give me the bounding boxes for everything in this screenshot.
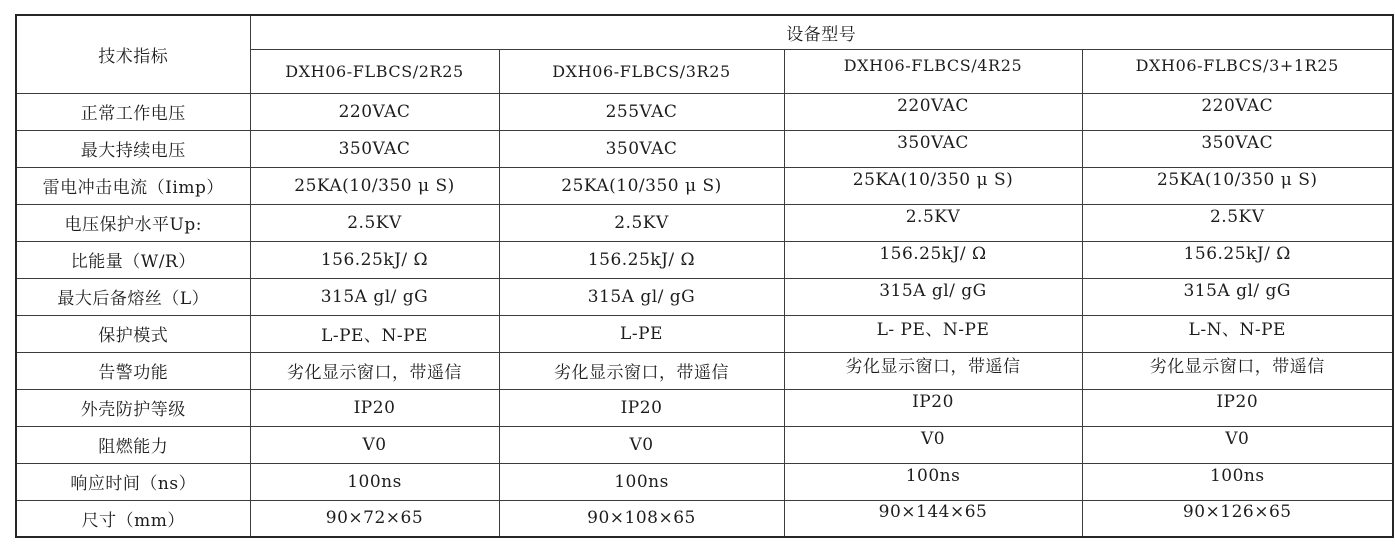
table-row [16, 389, 1393, 426]
cell-value-text: 220VAC [897, 95, 969, 116]
cell-value-text: 350VAC [1201, 132, 1274, 153]
table-row [16, 426, 1393, 463]
cell-value-text: 350VAC [897, 132, 969, 153]
cell-value-text: 90×126×65 [1182, 502, 1292, 523]
model-header-label: DXH06-FLBCS/4R25 [843, 55, 1023, 75]
cell-value [784, 463, 1082, 500]
cell-value [784, 315, 1082, 352]
row-label: 最大后备熔丝（L） [16, 278, 250, 315]
cell-value-text: 315A gl/ gG [879, 280, 987, 301]
cell-value-text: 220VAC [338, 101, 411, 122]
cell-value [1082, 426, 1393, 463]
cell-value-text: 100ns [1209, 465, 1265, 486]
cell-value [250, 204, 499, 241]
table-row [16, 500, 1393, 537]
cell-value [784, 389, 1082, 426]
cell-value-text: 25KA(10/350 μ S) [294, 175, 455, 196]
cell-value [499, 278, 784, 315]
cell-value [499, 463, 784, 500]
cell-value-text: 劣化显示窗口，带遥信 [845, 357, 1021, 377]
cell-value [1082, 278, 1393, 315]
cell-value [784, 426, 1082, 463]
cell-value [499, 130, 784, 167]
cell-value-text: 100ns [347, 471, 402, 492]
cell-value-text: 156.25kJ/ Ω [1183, 243, 1291, 264]
cell-value-text: 156.25kJ/ Ω [879, 243, 987, 264]
cell-value [1082, 352, 1393, 389]
cell-value-text: V0 [629, 434, 654, 455]
cell-value [499, 167, 784, 204]
cell-value-text: 25KA(10/350 μ S) [852, 169, 1014, 190]
table-row [16, 463, 1393, 500]
spec-table-body [16, 93, 1393, 537]
cell-value [1082, 389, 1393, 426]
cell-value-text: 90×72×65 [325, 508, 424, 529]
row-label: 电压保护水平Up: [16, 204, 250, 241]
cell-value [250, 241, 499, 278]
cell-value-text: IP20 [353, 397, 396, 418]
cell-value-text: 2.5KV [1209, 206, 1265, 227]
cell-value [250, 463, 499, 500]
table-row [16, 315, 1393, 352]
cell-value [784, 241, 1082, 278]
row-label: 尺寸（mm） [16, 500, 250, 537]
cell-value [1082, 167, 1393, 204]
cell-value [499, 241, 784, 278]
cell-value [499, 426, 784, 463]
row-label: 保护模式 [16, 315, 250, 352]
table-row [16, 130, 1393, 167]
row-label: 告警功能 [16, 352, 250, 389]
cell-value-text: L-PE [620, 323, 663, 344]
cell-value-text: 2.5KV [905, 206, 961, 227]
cell-value-text: 劣化显示窗口，带遥信 [554, 363, 729, 383]
cell-value [499, 93, 784, 130]
cell-value [250, 130, 499, 167]
cell-value [499, 352, 784, 389]
cell-value-text: 350VAC [605, 138, 678, 159]
cell-value [250, 278, 499, 315]
device-spec-table [15, 14, 1394, 538]
model-header-label: DXH06-FLBCS/3R25 [552, 61, 731, 81]
model-header [1082, 49, 1393, 93]
cell-value-text: 2.5KV [614, 212, 669, 233]
cell-value-text: IP20 [620, 397, 663, 418]
cell-value [250, 315, 499, 352]
cell-value [499, 204, 784, 241]
cell-value-text: V0 [362, 434, 387, 455]
cell-value-text: 255VAC [605, 101, 678, 122]
cell-value [784, 130, 1082, 167]
model-header-label: DXH06-FLBCS/3+1R25 [1135, 55, 1339, 75]
cell-value-text: 90×108×65 [587, 508, 696, 529]
cell-value-text: 劣化显示窗口，带遥信 [287, 363, 462, 383]
cell-value-text: 2.5KV [347, 212, 402, 233]
cell-value-text: 350VAC [338, 138, 411, 159]
cell-value-text: 315A gl/ gG [1183, 280, 1292, 301]
cell-value [784, 278, 1082, 315]
cell-value [250, 389, 499, 426]
model-header [499, 49, 784, 93]
table-row [16, 204, 1393, 241]
row-label: 雷电冲击电流（Iimp） [16, 167, 250, 204]
cell-value [784, 500, 1082, 537]
cell-value [784, 167, 1082, 204]
cell-value-text: IP20 [912, 391, 954, 412]
row-label: 比能量（W/R） [16, 241, 250, 278]
cell-value-text: 156.25kJ/ Ω [587, 249, 696, 270]
cell-value [784, 204, 1082, 241]
cell-value-text: 25KA(10/350 μ S) [561, 175, 722, 196]
cell-value [250, 426, 499, 463]
corner-header-tech-specs: 技术指标 [16, 15, 250, 93]
cell-value [784, 93, 1082, 130]
row-label: 外壳防护等级 [16, 389, 250, 426]
cell-value-text: 90×144×65 [878, 502, 988, 523]
cell-value-text: L-PE、N-PE [321, 326, 428, 346]
model-header [784, 49, 1082, 93]
cell-value [499, 315, 784, 352]
cell-value [1082, 463, 1393, 500]
cell-value [1082, 93, 1393, 130]
cell-value [1082, 315, 1393, 352]
cell-value [250, 352, 499, 389]
cell-value-text: 315A gl/ gG [320, 286, 429, 307]
cell-value-text: 156.25kJ/ Ω [320, 249, 429, 270]
group-header-device-model: 设备型号 [250, 15, 1393, 49]
cell-value-text: 25KA(10/350 μ S) [1157, 169, 1318, 190]
table-row [16, 278, 1393, 315]
table-row [16, 167, 1393, 204]
cell-value-text: V0 [920, 428, 946, 449]
cell-value-text: 220VAC [1201, 95, 1274, 116]
cell-value [499, 500, 784, 537]
row-label: 最大持续电压 [16, 130, 250, 167]
table-row [16, 352, 1393, 389]
row-label: 阻燃能力 [16, 426, 250, 463]
cell-value [1082, 241, 1393, 278]
cell-value-text: IP20 [1216, 391, 1259, 412]
cell-value-text: 劣化显示窗口，带遥信 [1149, 357, 1325, 377]
cell-value [250, 500, 499, 537]
cell-value [1082, 500, 1393, 537]
cell-value-text: L-N、N-PE [1188, 320, 1286, 340]
table-row [16, 241, 1393, 278]
cell-value-text: 315A gl/ gG [587, 286, 696, 307]
cell-value-text: V0 [1225, 428, 1250, 449]
cell-value-text: L- PE、N-PE [876, 320, 990, 340]
cell-value [499, 389, 784, 426]
model-header-label: DXH06-FLBCS/2R25 [285, 61, 464, 81]
model-header [250, 49, 499, 93]
table-row [16, 93, 1393, 130]
cell-value [250, 93, 499, 130]
cell-value [1082, 130, 1393, 167]
cell-value-text: 100ns [905, 465, 961, 486]
cell-value [250, 167, 499, 204]
cell-value [784, 352, 1082, 389]
group-header-row [16, 15, 1393, 49]
row-label: 响应时间（ns） [16, 463, 250, 500]
row-label: 正常工作电压 [16, 93, 250, 130]
cell-value-text: 100ns [614, 471, 669, 492]
cell-value [1082, 204, 1393, 241]
